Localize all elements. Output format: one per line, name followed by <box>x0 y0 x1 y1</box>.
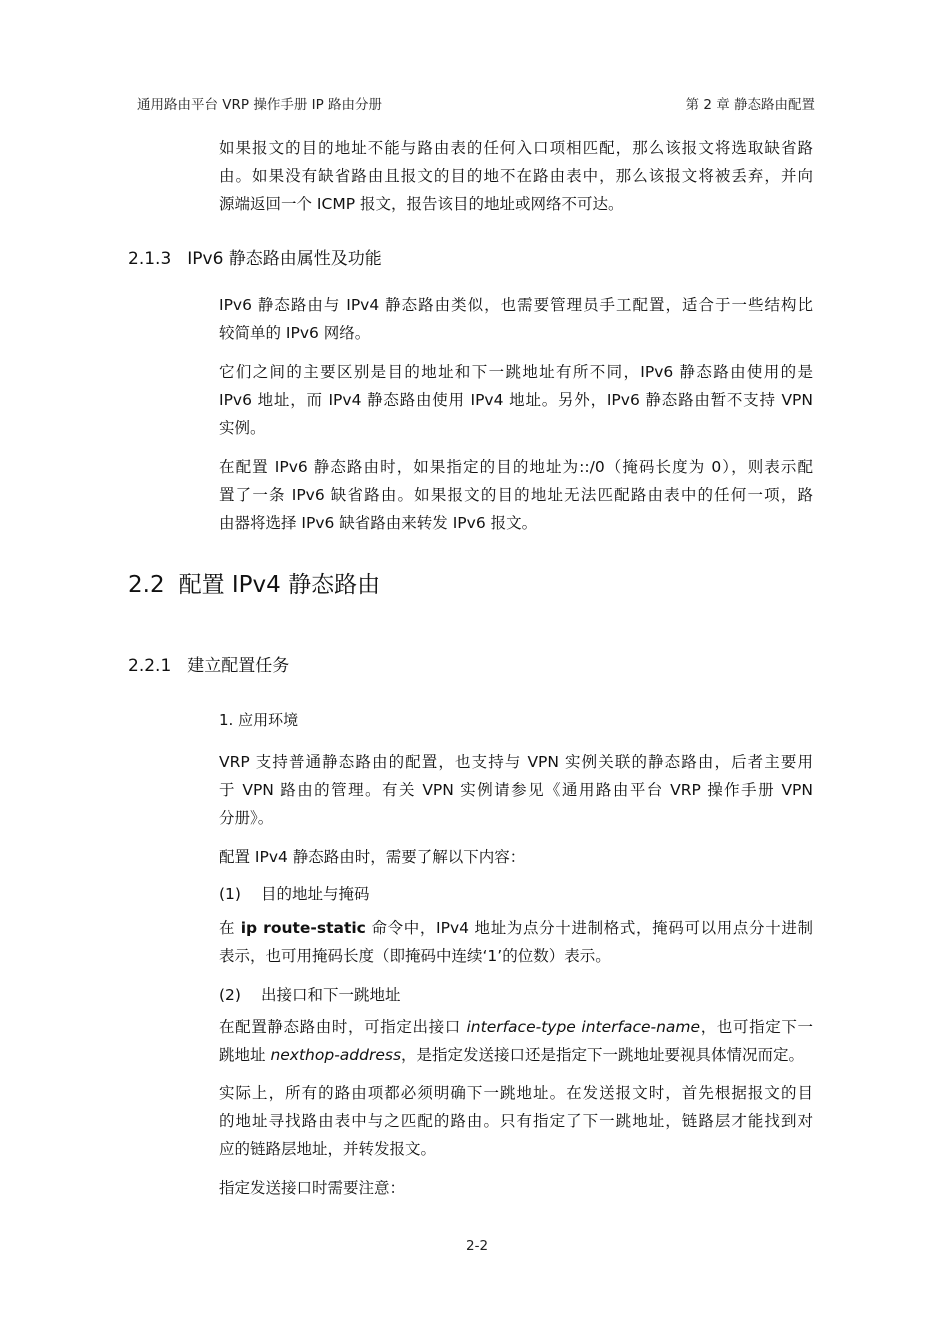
text-fragment: 在配置静态路由时，可指定出接口 <box>219 1018 467 1036</box>
text-line: 由。如果没有缺省路由且报文的目的地不在路由表中，那么该报文将被丢弃，并向 <box>219 167 813 185</box>
text-line: 较简单的 IPv6 网络。 <box>219 324 371 342</box>
text-line: VRP 支持普通静态路由的配置，也支持与 VPN 实例关联的静态路由，后者主要用 <box>219 753 813 771</box>
text-line <box>219 1041 813 1069</box>
text-line: 于 VPN 路由的管理。有关 VPN 实例请参见《通用路由平台 VRP 操作手册 VPN <box>219 781 813 799</box>
text-line: 在配置 IPv6 静态路由时，如果指定的目的地址为::/0（掩码长度为 0），则表示配 <box>219 458 813 476</box>
text-fragment: ，是指定发送接口还是指定下一跳地址要视具体情况而定。 <box>401 1046 805 1064</box>
text-line: 分册》。 <box>219 809 274 827</box>
text-line: IPv6 静态路由与 IPv4 静态路由类似，也需要管理员手工配置，适合于一些结构比 <box>219 296 813 314</box>
running-header-left: 通用路由平台 VRP 操作手册 IP 路由分册 <box>137 97 383 113</box>
paragraph-note: 指定发送接口时需要注意： <box>219 1179 406 1197</box>
text-line: 应的链路层地址，并转发报文。 <box>219 1140 437 1158</box>
text-line: 由器将选择 IPv6 缺省路由来转发 IPv6 报文。 <box>219 514 538 532</box>
list-item-2 <box>219 981 400 1009</box>
text-line: 如果报文的目的地址不能与路由表的任何入口项相匹配，那么该报文将选取缺省路 <box>219 139 813 157</box>
section-title: 配置 IPv4 静态路由 <box>178 572 381 598</box>
text-line <box>219 1013 813 1041</box>
paragraph-ipv6-default <box>219 453 813 537</box>
list-item-text: 出接口和下一跳地址 <box>260 986 401 1004</box>
text-line: 它们之间的主要区别是目的地址和下一跳地址有所不同，IPv6 静态路由使用的是 <box>219 363 813 381</box>
paragraph-mask <box>219 914 813 970</box>
command-ip-route-static: ip route-static <box>240 919 366 937</box>
text-line: 置了一条 IPv6 缺省路由。如果报文的目的地址无法匹配路由表中的任何一项，路 <box>219 486 813 504</box>
text-line: 表示，也可用掩码长度（即掩码中连续‘1’的位数）表示。 <box>219 947 611 965</box>
section-number: 2.2 <box>128 572 165 598</box>
paragraph-ipv6-difference <box>219 358 813 442</box>
paragraph-need-know: 配置 IPv4 静态路由时，需要了解以下内容： <box>219 848 526 866</box>
text-fragment: 命令中，IPv4 地址为点分十进制格式，掩码可以用点分十进制 <box>365 919 813 937</box>
section-heading-2-2 <box>128 566 380 599</box>
text-line <box>219 914 813 942</box>
section-title: 建立配置任务 <box>187 656 290 676</box>
running-header-right: 第 2 章 静态路由配置 <box>685 97 815 113</box>
list-item-text: 目的地址与掩码 <box>260 885 370 903</box>
subheading-application-env: 1. 应用环境 <box>219 711 299 729</box>
text-fragment: ，也可指定下一 <box>700 1018 813 1036</box>
section-title: IPv6 静态路由属性及功能 <box>187 249 382 269</box>
section-heading-2-1-3 <box>128 244 382 269</box>
paragraph-env <box>219 748 813 832</box>
list-item-number: (2) <box>219 986 241 1004</box>
list-item-number: (1) <box>219 885 241 903</box>
paragraph-ipv6-intro <box>219 291 813 347</box>
text-line: IPv6 地址，而 IPv4 静态路由使用 IPv4 地址。另外，IPv6 静态路由暂不支持 VPN <box>219 391 813 409</box>
arg-interface-type-name: interface-type interface-name <box>466 1018 701 1036</box>
paragraph-interface <box>219 1013 813 1069</box>
section-heading-2-2-1 <box>128 651 289 676</box>
paragraph-intro <box>219 134 813 218</box>
text-line: 实际上，所有的路由项都必须明确下一跳地址。在发送报文时，首先根据报文的目 <box>219 1084 813 1102</box>
paragraph-actual <box>219 1079 813 1163</box>
list-item-1 <box>219 880 369 908</box>
text-fragment: 跳地址 <box>219 1046 271 1064</box>
arg-nexthop-address: nexthop-address <box>270 1046 402 1064</box>
text-fragment: 在 <box>219 919 241 937</box>
section-number: 2.2.1 <box>128 656 172 676</box>
text-line: 的地址寻找路由表中与之匹配的路由。只有指定了下一跳地址，链路层才能找到对 <box>219 1112 813 1130</box>
text-line: 源端返回一个 ICMP 报文，报告该目的地址或网络不可达。 <box>219 195 624 213</box>
page-number: 2-2 <box>466 1238 489 1254</box>
text-line: 实例。 <box>219 419 266 437</box>
section-number: 2.1.3 <box>128 249 172 269</box>
